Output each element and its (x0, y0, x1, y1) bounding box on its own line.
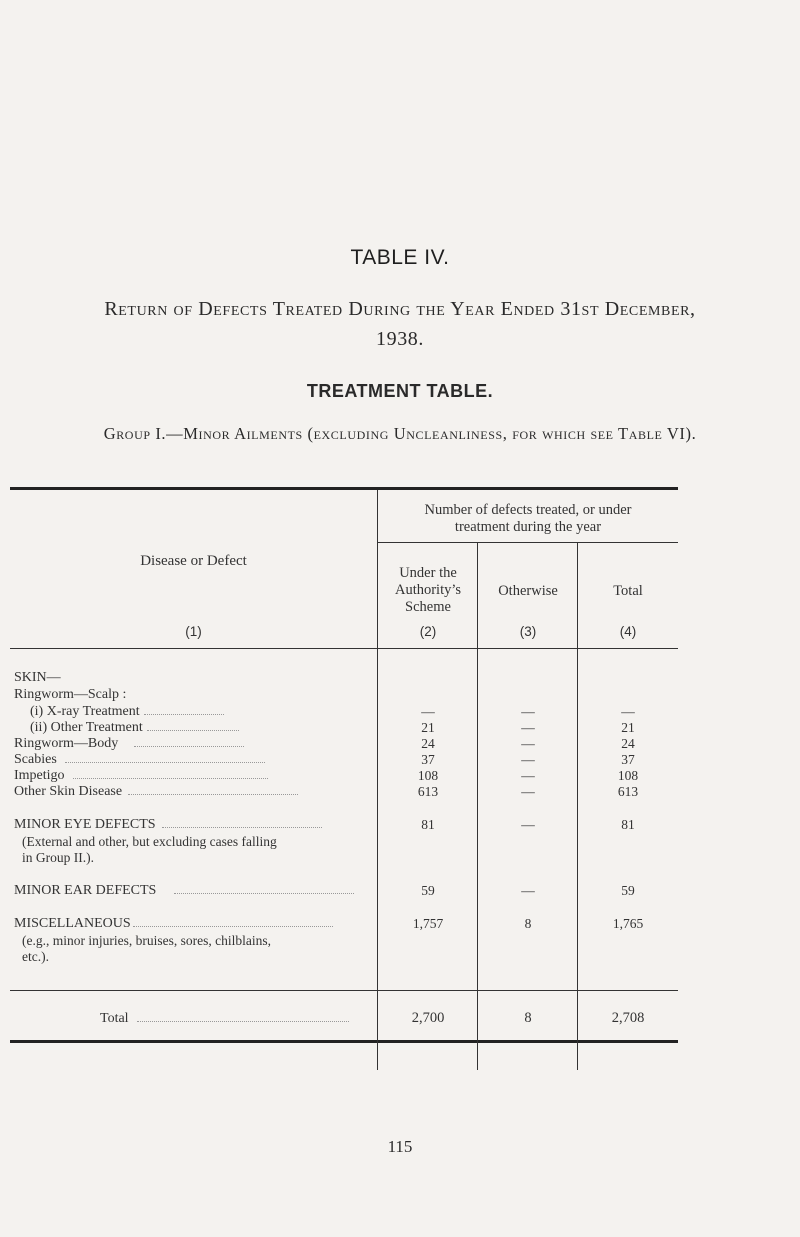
header-span-line1: Number of defects treated, or under (424, 502, 632, 518)
cell-col3: 8 (524, 916, 532, 931)
row-label: (e.g., minor injuries, bruises, sores, chilblains, (22, 933, 271, 948)
cell-col2: 1,757 (412, 916, 444, 931)
header-col2 (378, 565, 478, 616)
leader-dots (65, 762, 265, 763)
cell-col3: — (521, 784, 535, 799)
header-span-line2: treatment during the year (454, 519, 602, 535)
row-label: SKIN— (14, 670, 61, 685)
leader-dots (73, 778, 268, 779)
return-title-line1: Return of Defects Treated During the Year Ended 31st December, (104, 298, 696, 320)
row-label: etc.). (22, 949, 49, 964)
col-number-3: (3) (519, 624, 537, 639)
cell-col3: — (521, 768, 535, 783)
row-label: Impetigo (14, 768, 370, 783)
cell-col4: 81 (621, 817, 635, 832)
treatment-table-title: TREATMENT TABLE. (306, 381, 494, 401)
cell-col4: — (621, 704, 635, 719)
cell-col2: 21 (421, 720, 435, 735)
header-col2-line3: Scheme (405, 599, 451, 615)
row-label: MINOR EAR DEFECTS (14, 883, 370, 898)
col-number-1: (1) (185, 624, 202, 639)
col-number-2: (2) (419, 624, 437, 639)
leader-dots (137, 1021, 349, 1022)
cell-col3: — (521, 752, 535, 767)
row-label: MINOR EYE DEFECTS (14, 817, 370, 832)
page-number: 115 (387, 1137, 413, 1156)
row-label: Scabies (14, 752, 370, 767)
cell-col4: 37 (621, 752, 635, 767)
cell-col4: 613 (617, 784, 639, 799)
cell-col2: 24 (421, 736, 435, 751)
leader-dots (133, 926, 333, 927)
cell-col4: 108 (617, 768, 639, 783)
col-divider-2 (477, 543, 478, 1070)
total-col2: 2,700 (411, 1010, 445, 1026)
cell-col2: 108 (417, 768, 439, 783)
leader-dots (147, 730, 239, 731)
cell-col2: 613 (417, 784, 439, 799)
row-label: Ringworm—Body (14, 736, 370, 751)
leader-dots (134, 746, 244, 747)
return-title-line2: 1938. (376, 328, 424, 350)
cell-col2: 59 (421, 883, 435, 898)
header-col3: Otherwise (498, 583, 558, 599)
cell-col3: — (521, 720, 535, 735)
subheader-rule (378, 542, 678, 543)
row-label: (i) X-ray Treatment (30, 704, 370, 719)
row-label: (External and other, but excluding cases falling (22, 834, 277, 849)
cell-col4: 1,765 (612, 916, 644, 931)
leader-dots (128, 794, 298, 795)
total-col3: 8 (524, 1010, 532, 1026)
header-col2-line2: Authority’s (394, 582, 462, 598)
cell-col4: 24 (621, 736, 635, 751)
total-label: Total (100, 1011, 370, 1026)
row-label: MISCELLANEOUS (14, 916, 370, 931)
header-span (378, 502, 678, 536)
cell-col4: 59 (621, 883, 635, 898)
row-label: in Group II.). (22, 850, 94, 865)
cell-col2: — (421, 704, 435, 719)
col-number-4: (4) (619, 624, 637, 639)
cell-col2: 37 (421, 752, 435, 767)
col-divider-3 (577, 543, 578, 1070)
cell-col3: — (521, 704, 535, 719)
header-col2-line1: Under the (399, 565, 457, 581)
table-top-rule (10, 487, 678, 490)
leader-dots (174, 893, 354, 894)
row-label: (ii) Other Treatment (30, 720, 370, 735)
table-title: TABLE IV. (350, 246, 450, 269)
cell-col4: 21 (621, 720, 635, 735)
leader-dots (162, 827, 322, 828)
row-label: Ringworm—Scalp : (14, 687, 127, 702)
leader-dots (144, 714, 224, 715)
cell-col3: — (521, 883, 535, 898)
header-disease: Disease or Defect (140, 553, 247, 569)
cell-col3: — (521, 736, 535, 751)
cell-col3: — (521, 817, 535, 832)
total-col4: 2,708 (611, 1010, 645, 1026)
row-label: Other Skin Disease (14, 784, 370, 799)
return-title (20, 294, 780, 354)
cell-col2: 81 (421, 817, 435, 832)
group-title: Group I.—Minor Ailments (excluding Uncleanliness, for which see Table VI). (103, 424, 697, 443)
header-col4: Total (613, 583, 643, 599)
